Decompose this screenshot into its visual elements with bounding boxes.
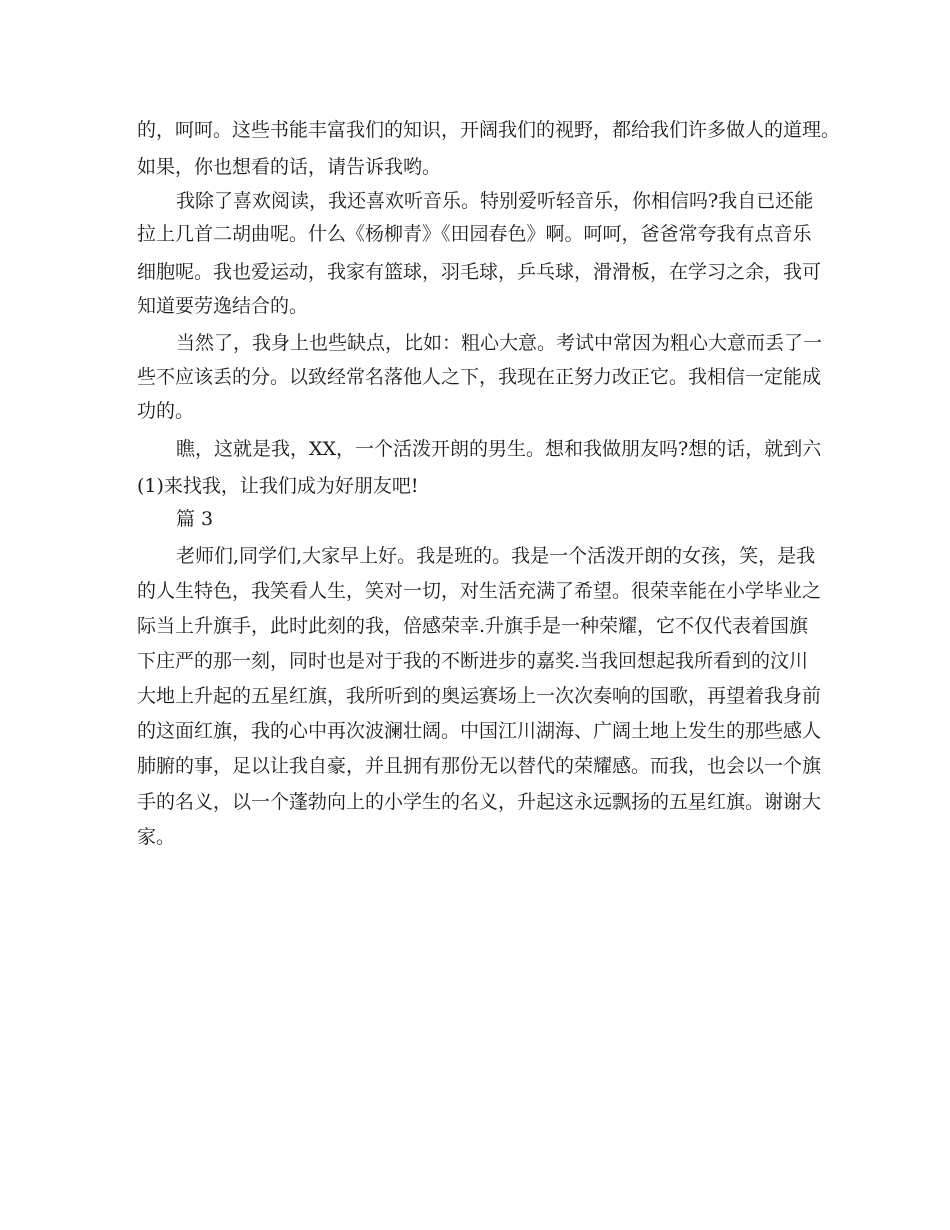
paragraph-start-line: 我除了喜欢阅读，我还喜欢听音乐。特别爱听轻音乐，你相信吗?我自已还能 bbox=[176, 190, 814, 212]
text-line: 拉上几首二胡曲呢。什么《杨柳青》《田园春色》啊。呵呵，爸爸常夸我有点音乐 bbox=[137, 223, 812, 245]
paragraph-start-line: 当然了，我身上也些缺点，比如：粗心大意。考试中常因为粗心大意而丢了一 bbox=[176, 332, 823, 354]
text-line: 功的。 bbox=[137, 400, 195, 422]
text-line: 如果，你也想看的话，请告诉我哟。 bbox=[137, 156, 442, 178]
text-line: (1)来找我，让我们成为好朋友吧! bbox=[137, 475, 419, 497]
text-line: 下庄严的那一刻，同时也是对于我的不断进步的嘉奖.当我回想起我所看到的汶川 bbox=[137, 650, 809, 672]
paragraph-start-line: 瞧，这就是我，XX，一个活泼开朗的男生。想和我做朋友吗?想的话，就到六 bbox=[176, 438, 822, 460]
text-line: 的人生特色，我笑看人生，笑对一切，对生活充满了希望。很荣幸能在小学毕业之 bbox=[137, 580, 822, 602]
text-line: 肺腑的事，足以让我自豪，并且拥有那份无以替代的荣耀感。而我，也会以一个旗 bbox=[137, 755, 822, 777]
text-line: 际当上升旗手，此时此刻的我，倍感荣幸.升旗手是一种荣耀，它不仅代表着国旗 bbox=[137, 615, 809, 637]
section-heading: 篇 3 bbox=[176, 508, 214, 530]
text-line: 细胞呢。我也爱运动，我家有篮球，羽毛球，乒乓球，滑滑板，在学习之余，我可 bbox=[137, 261, 822, 283]
text-line: 手的名义，以一个蓬勃向上的小学生的名义，升起这永远飘扬的五星红旗。谢谢大 bbox=[137, 791, 822, 813]
text-line: 的，呵呵。这些书能丰富我们的知识，开阔我们的视野，都给我们许多做人的道理。 bbox=[137, 119, 841, 141]
text-line: 些不应该丢的分。以致经常名落他人之下，我现在正努力改正它。我相信一定能成 bbox=[137, 366, 822, 388]
text-line: 的这面红旗，我的心中再次波澜壮阔。中国江川湖海、广阔土地上发生的那些感人 bbox=[137, 720, 822, 742]
text-line: 知道要劳逸结合的。 bbox=[137, 295, 309, 317]
text-line: 大地上升起的五星红旗，我所听到的奥运赛场上一次次奏响的国歌，再望着我身前 bbox=[137, 685, 822, 707]
text-line: 家。 bbox=[137, 826, 176, 848]
paragraph-start-line: 老师们,同学们,大家早上好。我是班的。我是一个活泼开朗的女孩，笑，是我 bbox=[176, 545, 816, 567]
